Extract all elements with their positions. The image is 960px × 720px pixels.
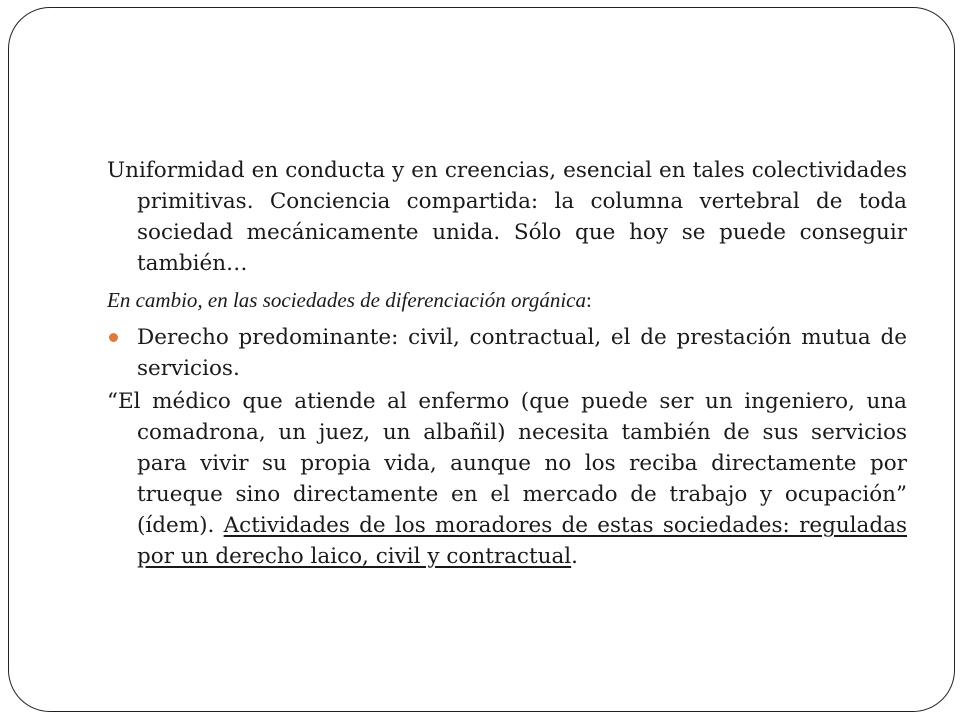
bullet-item-derecho [107, 322, 907, 384]
italic-heading-colon: : [586, 288, 592, 312]
paragraph-quote [107, 386, 907, 572]
paragraph-uniformidad: Uniformidad en conducta y en creencias, esencial en tales colectividades primitivas. Conciencia compartida: la columna vertebral de toda sociedad mecánicamente unida. Sólo que hoy se puede conseguir también… [107, 158, 907, 276]
italic-heading [107, 285, 907, 315]
bullet-icon [109, 333, 118, 342]
underlined-text: Actividades de los moradores de estas sociedades: reguladas por un derecho laico, civil y contractual [137, 513, 907, 569]
bullet-text: Derecho predominante: civil, contractual, el de prestación mutua de servicios. [137, 325, 907, 381]
italic-heading-text: En cambio, en las sociedades de diferenciación orgánica [107, 288, 587, 312]
slide-content [107, 155, 907, 572]
final-period: . [571, 544, 578, 569]
quote-text: “El médico que atiende al enfermo (que puede ser un ingeniero, una comadrona, un juez, un albañil) necesita también de sus servicios para vivir su propia vida, aunque no los reciba directamente por trueque sino directamente en el mercado de trabajo y ocupación” (ídem). [107, 389, 907, 538]
